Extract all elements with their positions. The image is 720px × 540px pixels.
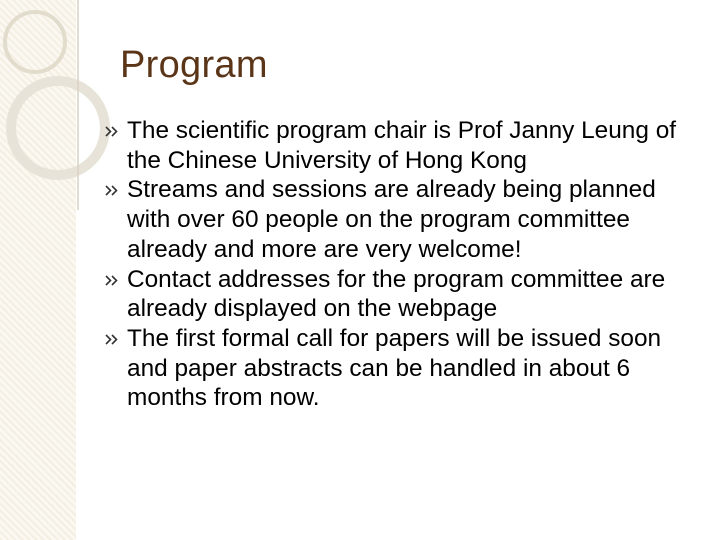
slide-title: Program	[120, 44, 268, 86]
bullet-list	[103, 116, 693, 413]
double-chevron-icon	[105, 275, 119, 286]
double-chevron-icon	[105, 185, 119, 196]
bullet-text: The first formal call for papers will be issued soon and paper abstracts can be handled in about 6 months from now.	[127, 324, 662, 412]
double-chevron-icon	[105, 126, 119, 137]
bullet-text: Contact addresses for the program committee are already displayed on the webpage	[127, 265, 666, 323]
bullet-item	[103, 265, 693, 324]
bullet-item	[103, 324, 693, 413]
double-chevron-icon	[105, 334, 119, 345]
bullet-text: Streams and sessions are already being planned with over 60 people on the program committee already and more are very welcome!	[127, 176, 656, 263]
bullet-item	[103, 175, 693, 264]
bullet-text: The scientific program chair is Prof Janny Leung of the Chinese University of Hong Kong	[127, 117, 677, 174]
bullet-item	[103, 116, 693, 175]
